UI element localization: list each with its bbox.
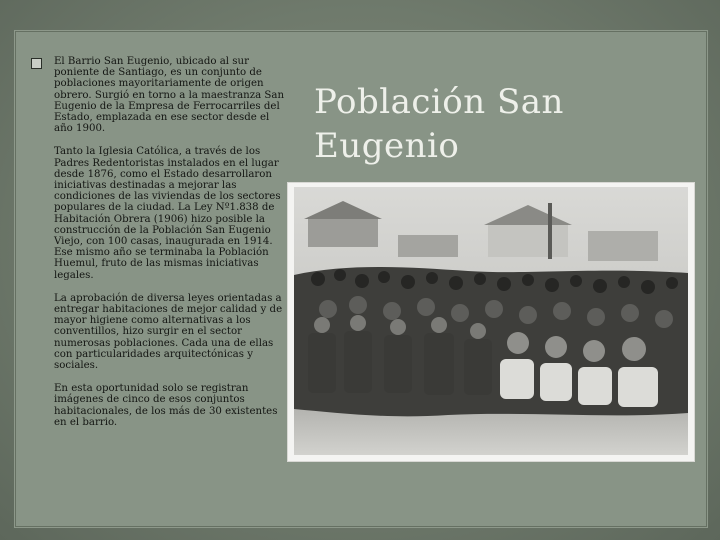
paragraph-4: En esta oportunidad solo se registran imágenes de cinco de esos conjuntos habitacionales, de los más de 30 existentes en el barrio. — [54, 383, 278, 428]
body-text — [54, 56, 286, 440]
slide-title: Población San Eugenio — [314, 82, 564, 166]
historical-photo — [287, 182, 695, 462]
paragraph-2: Tanto la Iglesia Católica, a través de los Padres Redentoristas instalados en el lugar desde 1876, como el Estado desarrollaron iniciativas destinadas a mejorar las condiciones de las viviendas de los sectores populares de la ciudad. La Ley Nº1.838 de Habitación Obrera (1906) hizo posible la construcción de la Población San Eugenio Viejo, con 100 casas, inaugurada en 1914. Ese mismo año se terminaba la Población Huemul, fruto de las mismas iniciativas legales. — [54, 146, 281, 281]
crowd-photo-image — [288, 183, 694, 461]
bullet-icon — [31, 58, 42, 69]
paragraph-3: La aprobación de diversa leyes orientadas a entregar habitaciones de mejor calidad y de mayor higiene como alternativas a los conventillos, hizo surgir en el sector numerosas poblaciones. Cada una de ellas con particularidades arquitectónicas y sociales. — [54, 292, 283, 372]
paragraph-1: El Barrio San Eugenio, ubicado al sur poniente de Santiago, es un conjunto de poblaciones mayoritariamente de origen obrero. Surgió en torno a la maestranza San Eugenio de la Empresa de Ferrocarriles del Estado, emplazada en ese sector desde el año 1900. — [54, 56, 285, 135]
